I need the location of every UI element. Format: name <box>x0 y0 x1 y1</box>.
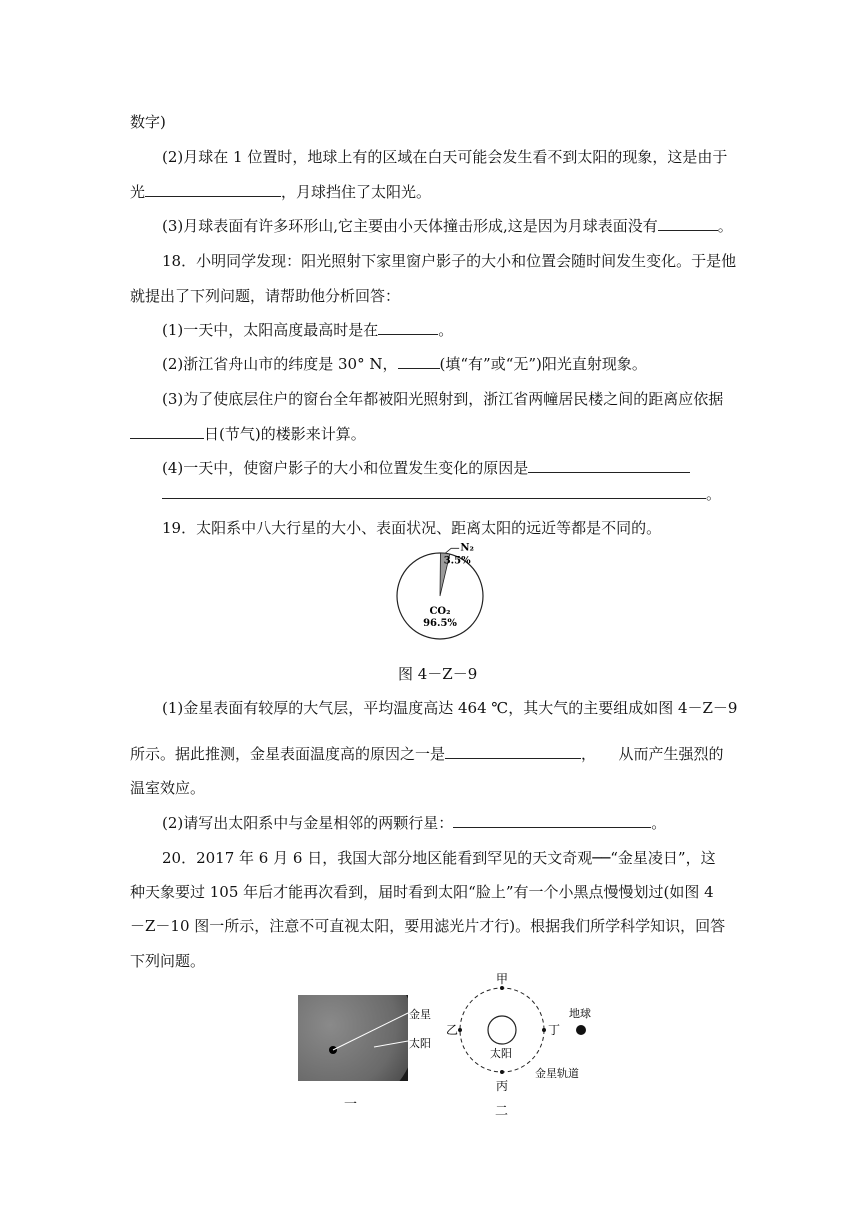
q19-part1-post: ， 从而产生强烈的 <box>581 745 724 763</box>
q19-part2-post: 。 <box>651 814 667 832</box>
orbit-point-right <box>542 1028 546 1032</box>
q19-part1-pre: 所示。据此推测，金星表面温度高的原因之一是 <box>130 745 446 763</box>
q19-intro: 19．太阳系中八大行星的大小、表面状况、距离太阳的远近等都是不同的。 <box>162 519 662 537</box>
venus-transit-photo <box>298 995 468 1115</box>
q18-intro-line2: 就提出了下列问题，请帮助他分析回答： <box>130 287 401 305</box>
answer-blank[interactable] <box>130 424 204 439</box>
q17-part3 <box>162 216 733 236</box>
answer-blank[interactable] <box>145 182 281 197</box>
orbit-point-top <box>500 986 504 990</box>
earth-label: 地球 <box>569 1007 591 1020</box>
q17-part2-line2 <box>130 182 431 202</box>
sun-disk-photo <box>260 955 416 1111</box>
q19-part1-line3: 温室效应。 <box>130 779 206 797</box>
q18-part1-pre: (1)一天中，太阳高度最高时是在 <box>162 321 379 339</box>
q19-part2 <box>162 813 666 833</box>
q18-part1-post: 。 <box>438 321 454 339</box>
q18-part3-post: 日(节气)的楼影来计算。 <box>204 425 366 443</box>
pie-value-co2: 96.5% <box>423 618 457 629</box>
answer-blank[interactable] <box>528 458 690 473</box>
earth-dot <box>576 1025 586 1035</box>
sun-label: 太阳 <box>490 1047 512 1060</box>
q17-part3-pre: (3)月球表面有许多环形山,它主要由小天体撞击形成,这是因为月球表面没有 <box>162 217 658 235</box>
pie-value-n2: 3.5% <box>443 555 471 567</box>
pie-label-n2: N₂ <box>460 542 474 554</box>
figure-caption-4-Z-9: 图 4－Z－9 <box>398 665 478 683</box>
venus-orbit-diagram <box>445 965 615 1119</box>
q18-part4-line1 <box>162 458 690 478</box>
q19-part1-line2 <box>130 744 724 764</box>
answer-blank[interactable] <box>445 744 581 759</box>
q20-intro-line1: 20．2017 年 6 月 6 日，我国大部分地区能看到罕见的天文奇观──“金星凌日”，这 <box>162 849 716 867</box>
orbit-label-bottom: 丙 <box>496 1079 509 1093</box>
q17-part3-post: 。 <box>717 217 733 235</box>
q18-part4-end: 。 <box>706 485 722 503</box>
pie-leader-line <box>445 548 459 553</box>
q18-part3-line2 <box>130 424 366 444</box>
q20-intro-line3: －Z－10 图一所示，注意不可直视太阳，要用滤光片才行)。根据我们所学科学知识，回答 <box>130 917 726 935</box>
q17-continuation: 数字) <box>130 113 166 131</box>
q18-part2-post: (填“有”或“无”)阳光直射现象。 <box>439 355 647 373</box>
orbit-label-top: 甲 <box>496 972 509 986</box>
answer-blank[interactable] <box>453 813 651 828</box>
q18-part3-line1: (3)为了使底层住户的窗台全年都被阳光照射到，浙江省两幢居民楼之间的距离应依据 <box>162 390 724 408</box>
q17-part2-post: ，月球挡住了太阳光。 <box>281 183 432 201</box>
q17-part2-line1: (2)月球在 1 位置时，地球上有的区域在白天可能会发生看不到太阳的现象，这是由于 <box>162 148 728 166</box>
photo-caption: 一 <box>344 1097 358 1112</box>
q18-intro-line1: 18．小明同学发现：阳光照射下家里窗户影子的大小和位置会随时间发生变化。于是他 <box>162 252 737 270</box>
orbit-point-bottom <box>500 1070 504 1074</box>
photo-label-sun: 太阳 <box>409 1037 431 1050</box>
orbit-label-right: 丁 <box>548 1023 561 1037</box>
q18-part2 <box>162 354 647 374</box>
answer-blank[interactable] <box>658 216 718 231</box>
diagram-caption: 二 <box>495 1104 509 1119</box>
q19-part1-line1: (1)金星表面有较厚的大气层，平均温度高达 464 ℃，其大气的主要组成如图 4－Z－9 <box>162 699 738 717</box>
q18-part4-pre: (4)一天中，使窗户影子的大小和位置发生变化的原因是 <box>162 459 529 477</box>
q18-part4-line2 <box>162 484 721 504</box>
venus-atmosphere-pie-chart <box>395 542 495 648</box>
q17-part2-pre: 光 <box>130 183 146 201</box>
answer-blank[interactable] <box>398 354 440 369</box>
q20-intro-line4: 下列问题。 <box>130 952 206 970</box>
answer-blank[interactable] <box>378 320 438 335</box>
orbit-label: 金星轨道 <box>535 1067 579 1080</box>
q20-intro-line2: 种天象要过 105 年后才能再次看到，届时看到太阳“脸上”有一个小黑点慢慢划过(如图 4 <box>130 883 714 901</box>
q18-part2-pre: (2)浙江省舟山市的纬度是 30° N， <box>162 355 398 373</box>
orbit-point-left <box>458 1028 462 1032</box>
q18-part1 <box>162 320 453 340</box>
orbit-label-left: 乙 <box>446 1023 459 1037</box>
q19-part2-pre: (2)请写出太阳系中与金星相邻的两颗行星： <box>162 814 454 832</box>
photo-label-venus: 金星 <box>409 1008 431 1021</box>
sun-circle <box>488 1016 516 1044</box>
pie-label-co2: CO₂ <box>429 606 451 617</box>
answer-blank[interactable] <box>162 484 706 499</box>
